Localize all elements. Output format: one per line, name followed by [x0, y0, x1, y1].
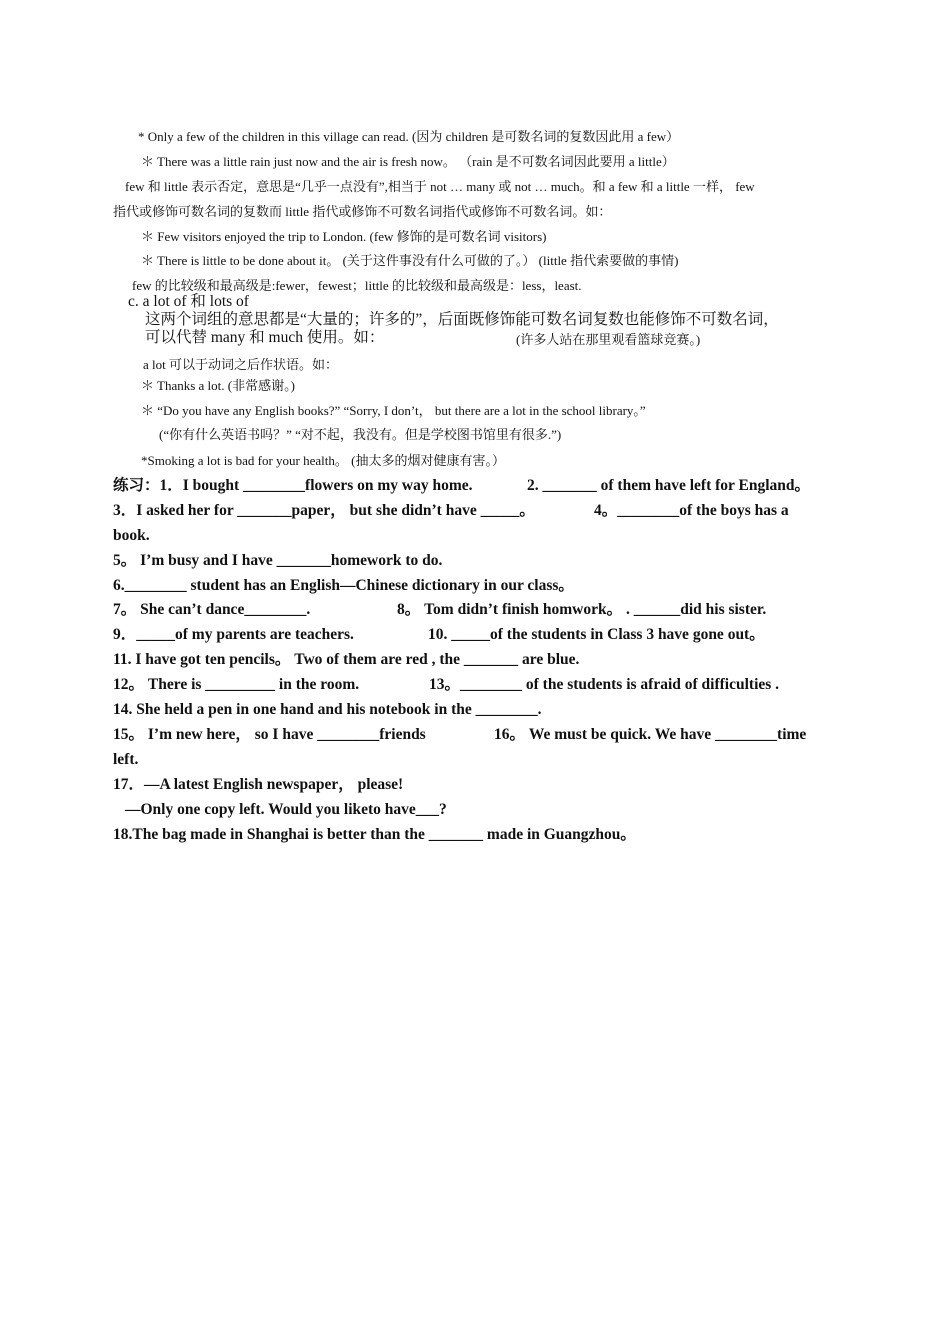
exercise-16: 16。 We must be quick. We have ________time: [494, 726, 807, 743]
exercise-17: 17．—A latest English newspaper， please!: [113, 776, 404, 793]
exercise-12: 12。 There is _________ in the room.: [113, 676, 360, 693]
exercise-15: 15。 I’m new here， so I have ________friends: [113, 726, 426, 743]
note-line-12: ＊ Thanks a lot. (非常感谢。): [141, 378, 295, 393]
exercise-17-reply: —Only one copy left. Would you liketo have___?: [125, 801, 447, 818]
exercise-8: 8。 Tom didn’t finish homwork。 . ______did his sister.: [397, 601, 767, 618]
note-line-9: 这两个词组的意思都是“大量的；许多的”，后面既修饰能可数名词复数也能修饰不可数名词，: [145, 311, 779, 328]
note-line-3: few 和 little 表示否定，意思是“几乎一点没有”,相当于 not … many 或 not … much。和 a few 和 a little 一样， few: [125, 179, 755, 194]
exercise-9: 9．_____of my parents are teachers.: [113, 626, 354, 643]
note-line-7: few 的比较级和最高级是:fewer，fewest；little 的比较级和最高级是：less，least.: [132, 278, 582, 293]
note-line-1: * Only a few of the children in this village can read. (因为 children 是可数名词的复数因此用 a few）: [138, 129, 680, 144]
exercise-5: 5。 I’m busy and I have _______homework to do.: [113, 552, 443, 569]
note-line-13: ＊ “Do you have any English books?” “Sorry, I don’t， but there are a lot in the school library。”: [141, 403, 646, 418]
exercise-1: 练习：1．I bought ________flowers on my way home.: [113, 477, 473, 494]
note-line-10: 可以代替 many 和 much 使用。如：: [145, 329, 385, 346]
exercise-6: 6.________ student has an English—Chinese dictionary in our class。: [113, 577, 574, 594]
note-line-2: ＊ There was a little rain just now and the air is fresh now。 （rain 是不可数名词因此要用 a little）: [141, 154, 675, 169]
exercise-10: 10. _____of the students in Class 3 have gone out。: [428, 626, 765, 643]
exercise-18: 18.The bag made in Shanghai is better than the _______ made in Guangzhou。: [113, 826, 636, 843]
exercise-2: 2. _______ of them have left for England。: [527, 477, 811, 494]
note-line-4: 指代或修饰可数名词的复数而 little 指代或修饰不可数名词指代或修饰不可数名词。如：: [113, 204, 612, 219]
note-line-10-translation: (许多人站在那里观看篮球竞赛。): [516, 332, 701, 347]
exercise-4-cont: book.: [113, 527, 150, 544]
exercise-7: 7。 She can’t dance________.: [113, 601, 311, 618]
note-line-11: a lot 可以于动词之后作状语。如：: [143, 357, 338, 372]
exercise-3: 3．I asked her for _______paper， but she didn’t have _____。: [113, 502, 535, 519]
exercise-14: 14. She held a pen in one hand and his notebook in the ________.: [113, 701, 542, 718]
note-line-5: ＊ Few visitors enjoyed the trip to London. (few 修饰的是可数名词 visitors): [141, 229, 547, 244]
section-heading-c: c. a lot of 和 lots of: [128, 293, 249, 310]
exercise-4: 4。________of the boys has a: [594, 502, 789, 519]
note-line-6: ＊ There is little to be done about it。 (关于这件事没有什么可做的了。） (little 指代索要做的事情): [141, 253, 679, 268]
note-line-15: *Smoking a lot is bad for your health。 (抽太多的烟对健康有害。）: [141, 453, 505, 468]
exercise-11: 11. I have got ten pencils。 Two of them are red , the _______ are blue.: [113, 651, 580, 668]
exercise-16-cont: left.: [113, 751, 139, 768]
note-line-14: (“你有什么英语书吗？” “对不起，我没有。但是学校图书馆里有很多.”): [159, 427, 562, 442]
exercise-13: 13。________ of the students is afraid of difficulties .: [429, 676, 780, 693]
